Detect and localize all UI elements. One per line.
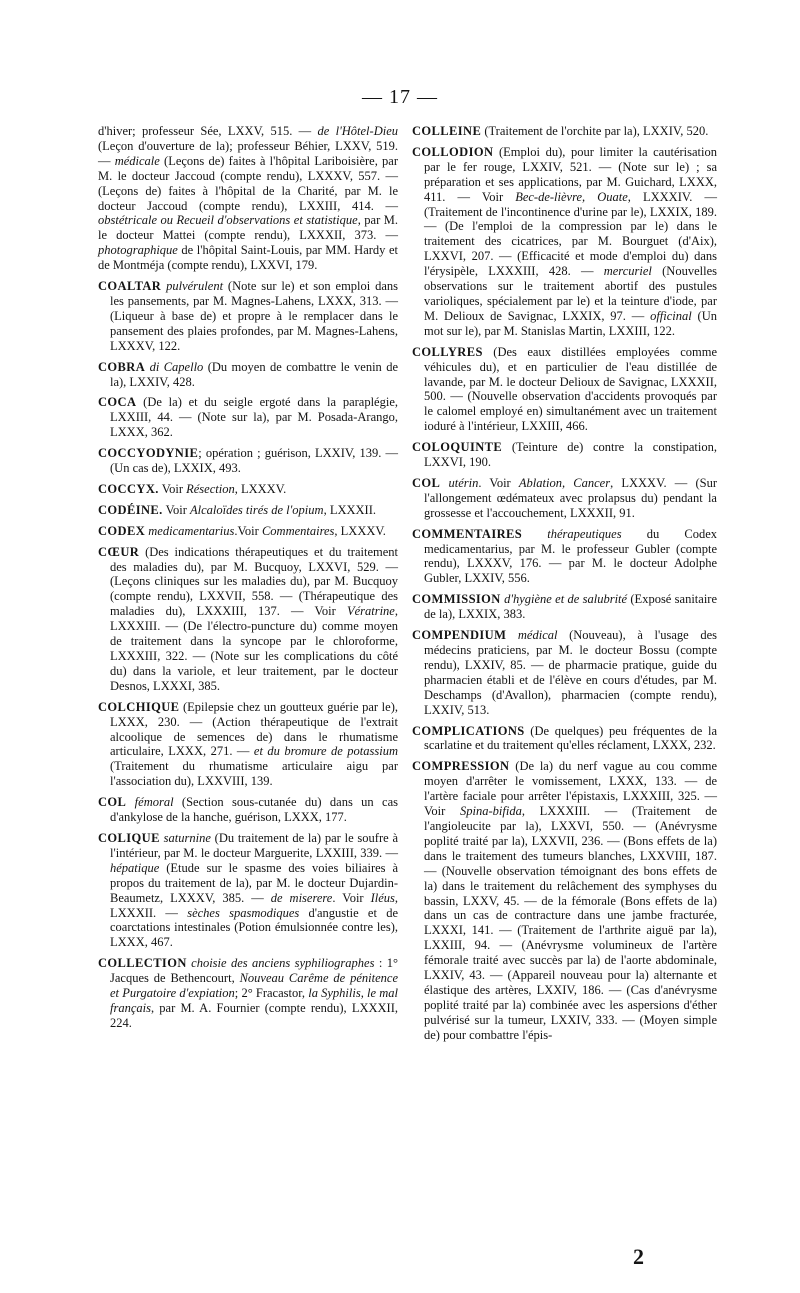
index-entry xyxy=(98,795,398,825)
entry-text: (Des indications thérapeutiques et du traitement des maladies du), par M. Bucquoy, LXXVI, 529. — (Leçons cliniques sur les maladies du), par M. Bucquoy (compte rendu), LXXVII, 558. — (Thérapeutique des maladies du), LXXXIII, 137. — Voir xyxy=(110,544,398,619)
entry-heading: COMMISSION xyxy=(412,592,501,607)
entry-text: , LXXXII. xyxy=(323,502,376,517)
entry-text: .Voir xyxy=(234,523,262,538)
entry-heading: COMPRESSION xyxy=(412,759,510,774)
entry-text: , LXXXII. — xyxy=(110,890,399,920)
entry-text: (Emploi du), pour limiter la cautérisation par le fer rouge, LXXIV, 521. — (Note sur le) ; sa préparation et ses applications, par M. Guichard, LXXX, 411. — Voir xyxy=(424,144,717,204)
index-entry xyxy=(98,124,398,273)
entry-italic-text: d'hygiène et de salubrité xyxy=(504,592,628,607)
entry-heading: COMMENTAIRES xyxy=(412,526,523,541)
index-entry xyxy=(412,476,717,521)
entry-text: . Voir xyxy=(478,475,519,490)
index-entry xyxy=(412,724,717,754)
entry-italic-text: di Capello xyxy=(149,359,204,374)
entry-heading: COLIQUE xyxy=(98,830,160,845)
entry-italic-text: Nouveau Carême de pénitence et Purgatoire d'expiation xyxy=(110,971,398,1001)
entry-italic-text: photographique xyxy=(98,243,178,258)
entry-italic-text: Commentaires xyxy=(261,523,335,538)
index-entry xyxy=(412,592,717,622)
signature-mark: 2 xyxy=(633,1244,644,1269)
entry-text: , LXXXIII. — (De l'électro-puncture du) comme moyen de traitement dans la syncope par le chloroforme, LXXXIII, 322. — (Note sur les complications du côté du) dans la variole, et leur traitement, par le docteur Desnos, LXXXI, 385. xyxy=(110,604,398,693)
entry-text: , par M. A. Fournier (compte rendu), LXXXII, 224. xyxy=(110,1000,398,1030)
index-entry xyxy=(412,345,717,434)
entry-text: (Etude sur le spasme des voies biliaires à propos du traitement de la), par M. le docteur Dujardin-Beaumetz, LXXXV, 385. — xyxy=(110,860,398,905)
index-column-right xyxy=(412,124,717,1049)
entry-text xyxy=(126,795,134,809)
entry-heading: CŒUR xyxy=(98,544,140,559)
entry-italic-text: de l'Hôtel-Dieu xyxy=(317,124,398,138)
entry-text: d'hiver; professeur Sée, LXXV, 515. — xyxy=(98,124,318,138)
index-column-left xyxy=(98,124,398,1037)
index-entry xyxy=(98,956,398,1031)
index-entry xyxy=(98,831,398,950)
entry-heading: COMPENDIUM xyxy=(412,628,507,643)
index-entry xyxy=(412,628,717,717)
entry-heading: COLOQUINTE xyxy=(412,440,503,455)
entry-heading: COL xyxy=(412,475,441,490)
entry-text: . Voir xyxy=(332,890,371,905)
entry-italic-text: thérapeutiques xyxy=(547,526,622,541)
entry-text: (De quelques) peu fréquentes de la scarlatine et du traitement qu'elles réclament, LXXX, 232. xyxy=(424,723,717,753)
entry-italic-text: médical xyxy=(517,628,558,643)
entry-italic-text: officinal xyxy=(650,308,692,323)
entry-heading: COLCHIQUE xyxy=(98,699,180,714)
entry-text: : 1° Jacques de Bethencourt, xyxy=(110,956,398,986)
entry-heading: COCCYODYNIE xyxy=(98,446,199,461)
entry-italic-text: Résection xyxy=(186,481,235,496)
entry-italic-text: de miserere xyxy=(270,890,333,905)
index-entry xyxy=(98,279,398,354)
entry-italic-text: Iléus xyxy=(370,890,395,905)
entry-text: ; opération ; guérison, LXXIV, 139. — (Un cas de), LXXIX, 493. xyxy=(110,446,398,476)
entry-text: (Nouveau), à l'usage des médecins praticiens, par M. le docteur Bossu (compte rendu), LXXIV, 85. — de pharmacie pratique, guide du pharmacien établi et de l'élève en cours d'études, par M. Deschamps (d'Avallon), pharmacien (compte rendu), LXXIV, 513. xyxy=(424,628,717,717)
entry-heading: CODEX xyxy=(98,523,146,538)
entry-text: , LXXXIV. — (Traitement de l'incontinence d'urine par le), LXXIX, 189. — (De l'emploi de la compression par le) dans le traitement des cicatrices, par M. Bourguet (d'Aix), LXXVI, 207. — (Efficacité et mode d'emploi du) dans l'érysipèle, LXXXIII, 428. — xyxy=(424,189,717,279)
entry-text: (Nouvelles observations sur le traitement abortif des pustules varioliques, spécialement par le) et la teinture d'iode, par M. Delioux de Savignac, LXXIX, 97. — xyxy=(424,264,717,323)
entry-text: (Leçon d'ouverture de la); professeur Béhier, LXXV, 519. — xyxy=(98,138,398,168)
entry-italic-text: Ablation, Cancer xyxy=(518,475,611,490)
index-entry xyxy=(98,446,398,476)
index-entry xyxy=(412,124,717,139)
entry-heading: COCCYX. xyxy=(98,481,159,496)
entry-italic-text: fémoral xyxy=(134,795,174,810)
entry-heading: COMPLICATIONS xyxy=(412,723,525,738)
entry-italic-text: medicamentarius xyxy=(148,523,235,538)
entry-text: , par M. le docteur Mattei (compte rendu), LXXXII, 373. — xyxy=(98,213,398,243)
entry-italic-text: choisie des anciens syphiliographes xyxy=(191,956,375,971)
entry-text: (Du traitement de la) par le soufre à l'intérieur, par M. le docteur Marguerite, LXXIII, 339. — xyxy=(110,830,398,860)
entry-text: (Epilepsie chez un goutteux guérie par le), LXXX, 230. — (Action thérapeutique de l'extrait alcoolique de semences de) dans le rhumatisme articulaire, LXXX, 271. — xyxy=(110,699,398,759)
entry-text: (De la) et du seigle ergoté dans la paraplégie, LXXIII, 44. — (Note sur la), par M. Posada-Arango, LXXX, 362. xyxy=(110,395,398,440)
entry-text xyxy=(522,527,547,541)
entry-heading: COLLECTION xyxy=(98,956,187,971)
entry-italic-text: Vératrine xyxy=(346,604,395,619)
entry-italic-text: hépatique xyxy=(110,860,160,875)
entry-text: , LXXXV. — (Sur l'allongement œdémateux avec prolapsus du) pendant la grossesse et l'accouchement, LXXXII, 91. xyxy=(424,475,718,520)
entry-italic-text: Alcaloïdes tirés de l'opium xyxy=(190,502,324,517)
entry-text: du Codex medicamentarius, par M. le professeur Gubler (compte rendu), LXXXV, 176. — par M. le docteur Adolphe Gubler, LXXIV, 556. xyxy=(424,526,717,586)
entry-text: Voir xyxy=(162,502,190,517)
index-entry xyxy=(412,440,717,470)
index-entry xyxy=(98,700,398,789)
entry-text xyxy=(506,628,518,642)
entry-text: , LXXXV. xyxy=(234,481,287,496)
entry-text: de l'hôpital Saint-Louis, par MM. Hardy et de Montméja (compte rendu), LXXVI, 179. xyxy=(98,243,398,273)
entry-text: Voir xyxy=(158,481,187,496)
entry-text: (Du moyen de combattre le venin de la), LXXIV, 428. xyxy=(110,359,399,389)
entry-heading: COALTAR xyxy=(98,279,162,294)
index-entry xyxy=(98,545,398,694)
entry-text: (Un mot sur le), par M. Stanislas Martin, LXXIII, 122. xyxy=(424,308,717,338)
entry-text: , LXXXV. xyxy=(334,523,386,538)
index-entry xyxy=(412,145,717,339)
entry-italic-text: mercuriel xyxy=(603,264,652,279)
entry-italic-text: la Syphilis, le mal français xyxy=(110,986,398,1015)
entry-italic-text: sèches spasmodiques xyxy=(187,905,300,920)
entry-italic-text: utérin xyxy=(448,475,479,490)
entry-text: (De la) du nerf vague au cou comme moyen d'arrêter le vomissement, LXXX, 133. — de l'artère faciale pour arrêter l'épistaxis, LXXXIII, 325. — Voir xyxy=(424,759,717,819)
index-entry xyxy=(98,360,398,390)
entry-italic-text: Spina-bifida xyxy=(460,804,522,819)
entry-heading: COL xyxy=(98,795,127,810)
entry-italic-text: médicale xyxy=(114,153,160,168)
entry-italic-text: Bec-de-lièvre, Ouate xyxy=(515,189,628,204)
entry-heading: COLLEINE xyxy=(412,124,482,138)
index-entry xyxy=(98,482,398,497)
entry-text: (Section sous-cutanée du) dans un cas d'ankylose de la hanche, guérison, LXXX, 177. xyxy=(110,795,399,825)
entry-italic-text: obstétricale ou Recueil d'observations et statistique xyxy=(98,213,358,228)
entry-text: (Exposé sanitaire de la), LXXIX, 383. xyxy=(424,592,718,622)
index-entry xyxy=(412,527,717,587)
entry-text: , LXXXIII. — (Traitement de l'angioleucite par la), LXXVI, 550. — (Anévrysme poplité traité par la), LXXVII, 236. — (Bons effets de la) dans le traitement des tumeurs blanches, LXXVIII, 187. — (Nouvelle observation témoignant des bons effets de la) dans le traitement du relâchement des symphyses du bassin, LXXV, 45. — de la fémorale (Bons effets de la) dans un cas de contracture dans une jambe fracturée, LXXXI, 141. — (Traitement de l'arthrite aiguë par la), LXXIII, 94. — (Anévrysme volumineux de l'artère fémorale traité avec succès par la) de l'aorte abdominale, LXXIV, 43. — (Appareil nouveau pour la) alternante et élastique des artères, LXXIV, 186. — (Cas d'anévrysme poplité traité par la) combinée avec les aspersions d'éther pulvérisé sur la tumeur, LXXIV, 333. — (Moyen simple de) pour combattre l'épis- xyxy=(424,804,717,1042)
entry-text: (Teinture de) contre la constipation, LXXVI, 190. xyxy=(424,440,717,470)
entry-text: (Leçons de) faites à l'hôpital Lariboisière, par M. le docteur Jaccoud (compte rendu), LXXXV, 557. — (Leçons de) faites à l'hôpital de la Charité, par M. le docteur Jaccoud (compte rendu), LXXIII, 414. — xyxy=(98,153,398,213)
entry-italic-text: pulvérulent xyxy=(166,279,224,294)
entry-text: (Des eaux distillées employées comme véhicules du), et en particulier de l'eau distillée de lavande, par M. le docteur Delioux de Savignac, LXXXII, 500. — (Nouvelle observation d'accidents provoqués par le calomel employé en) simultanément avec un traitement ioduré à l'intérieur, LXXIII, 466. xyxy=(424,344,717,434)
index-entry xyxy=(98,524,398,539)
entry-text: (Traitement de l'orchite par la), LXXIV, 520. xyxy=(481,124,709,138)
index-entry xyxy=(98,503,398,518)
entry-heading: COLLYRES xyxy=(412,344,483,359)
entry-heading: COLLODION xyxy=(412,144,494,159)
index-entry xyxy=(412,759,717,1042)
index-entry xyxy=(98,395,398,440)
entry-italic-text: saturnine xyxy=(163,830,211,845)
entry-text: ; 2° Fracastor, xyxy=(234,986,309,1001)
entry-heading: COCA xyxy=(98,395,137,410)
entry-italic-text: et du bromure de potassium xyxy=(253,744,398,759)
entry-text: (Note sur le) et son emploi dans les pansements, par M. Magnes-Lahens, LXXX, 313. — (Liqueur à base de) et propre à le remplacer dans le pansement des plaies profondes, par M. Magnes-Lahens, LXXXV, 122. xyxy=(110,279,399,353)
entry-heading: COBRA xyxy=(98,359,146,374)
entry-text: d'angustie et de coarctations intestinales (Potion émulsionnée contre les), LXXX, 467. xyxy=(110,905,399,950)
entry-text: (Traitement du rhumatisme articulaire aigu par l'association du), LXXVIII, 139. xyxy=(110,759,398,789)
page-number: — 17 — xyxy=(362,86,438,108)
entry-heading: CODÉINE. xyxy=(98,502,163,517)
